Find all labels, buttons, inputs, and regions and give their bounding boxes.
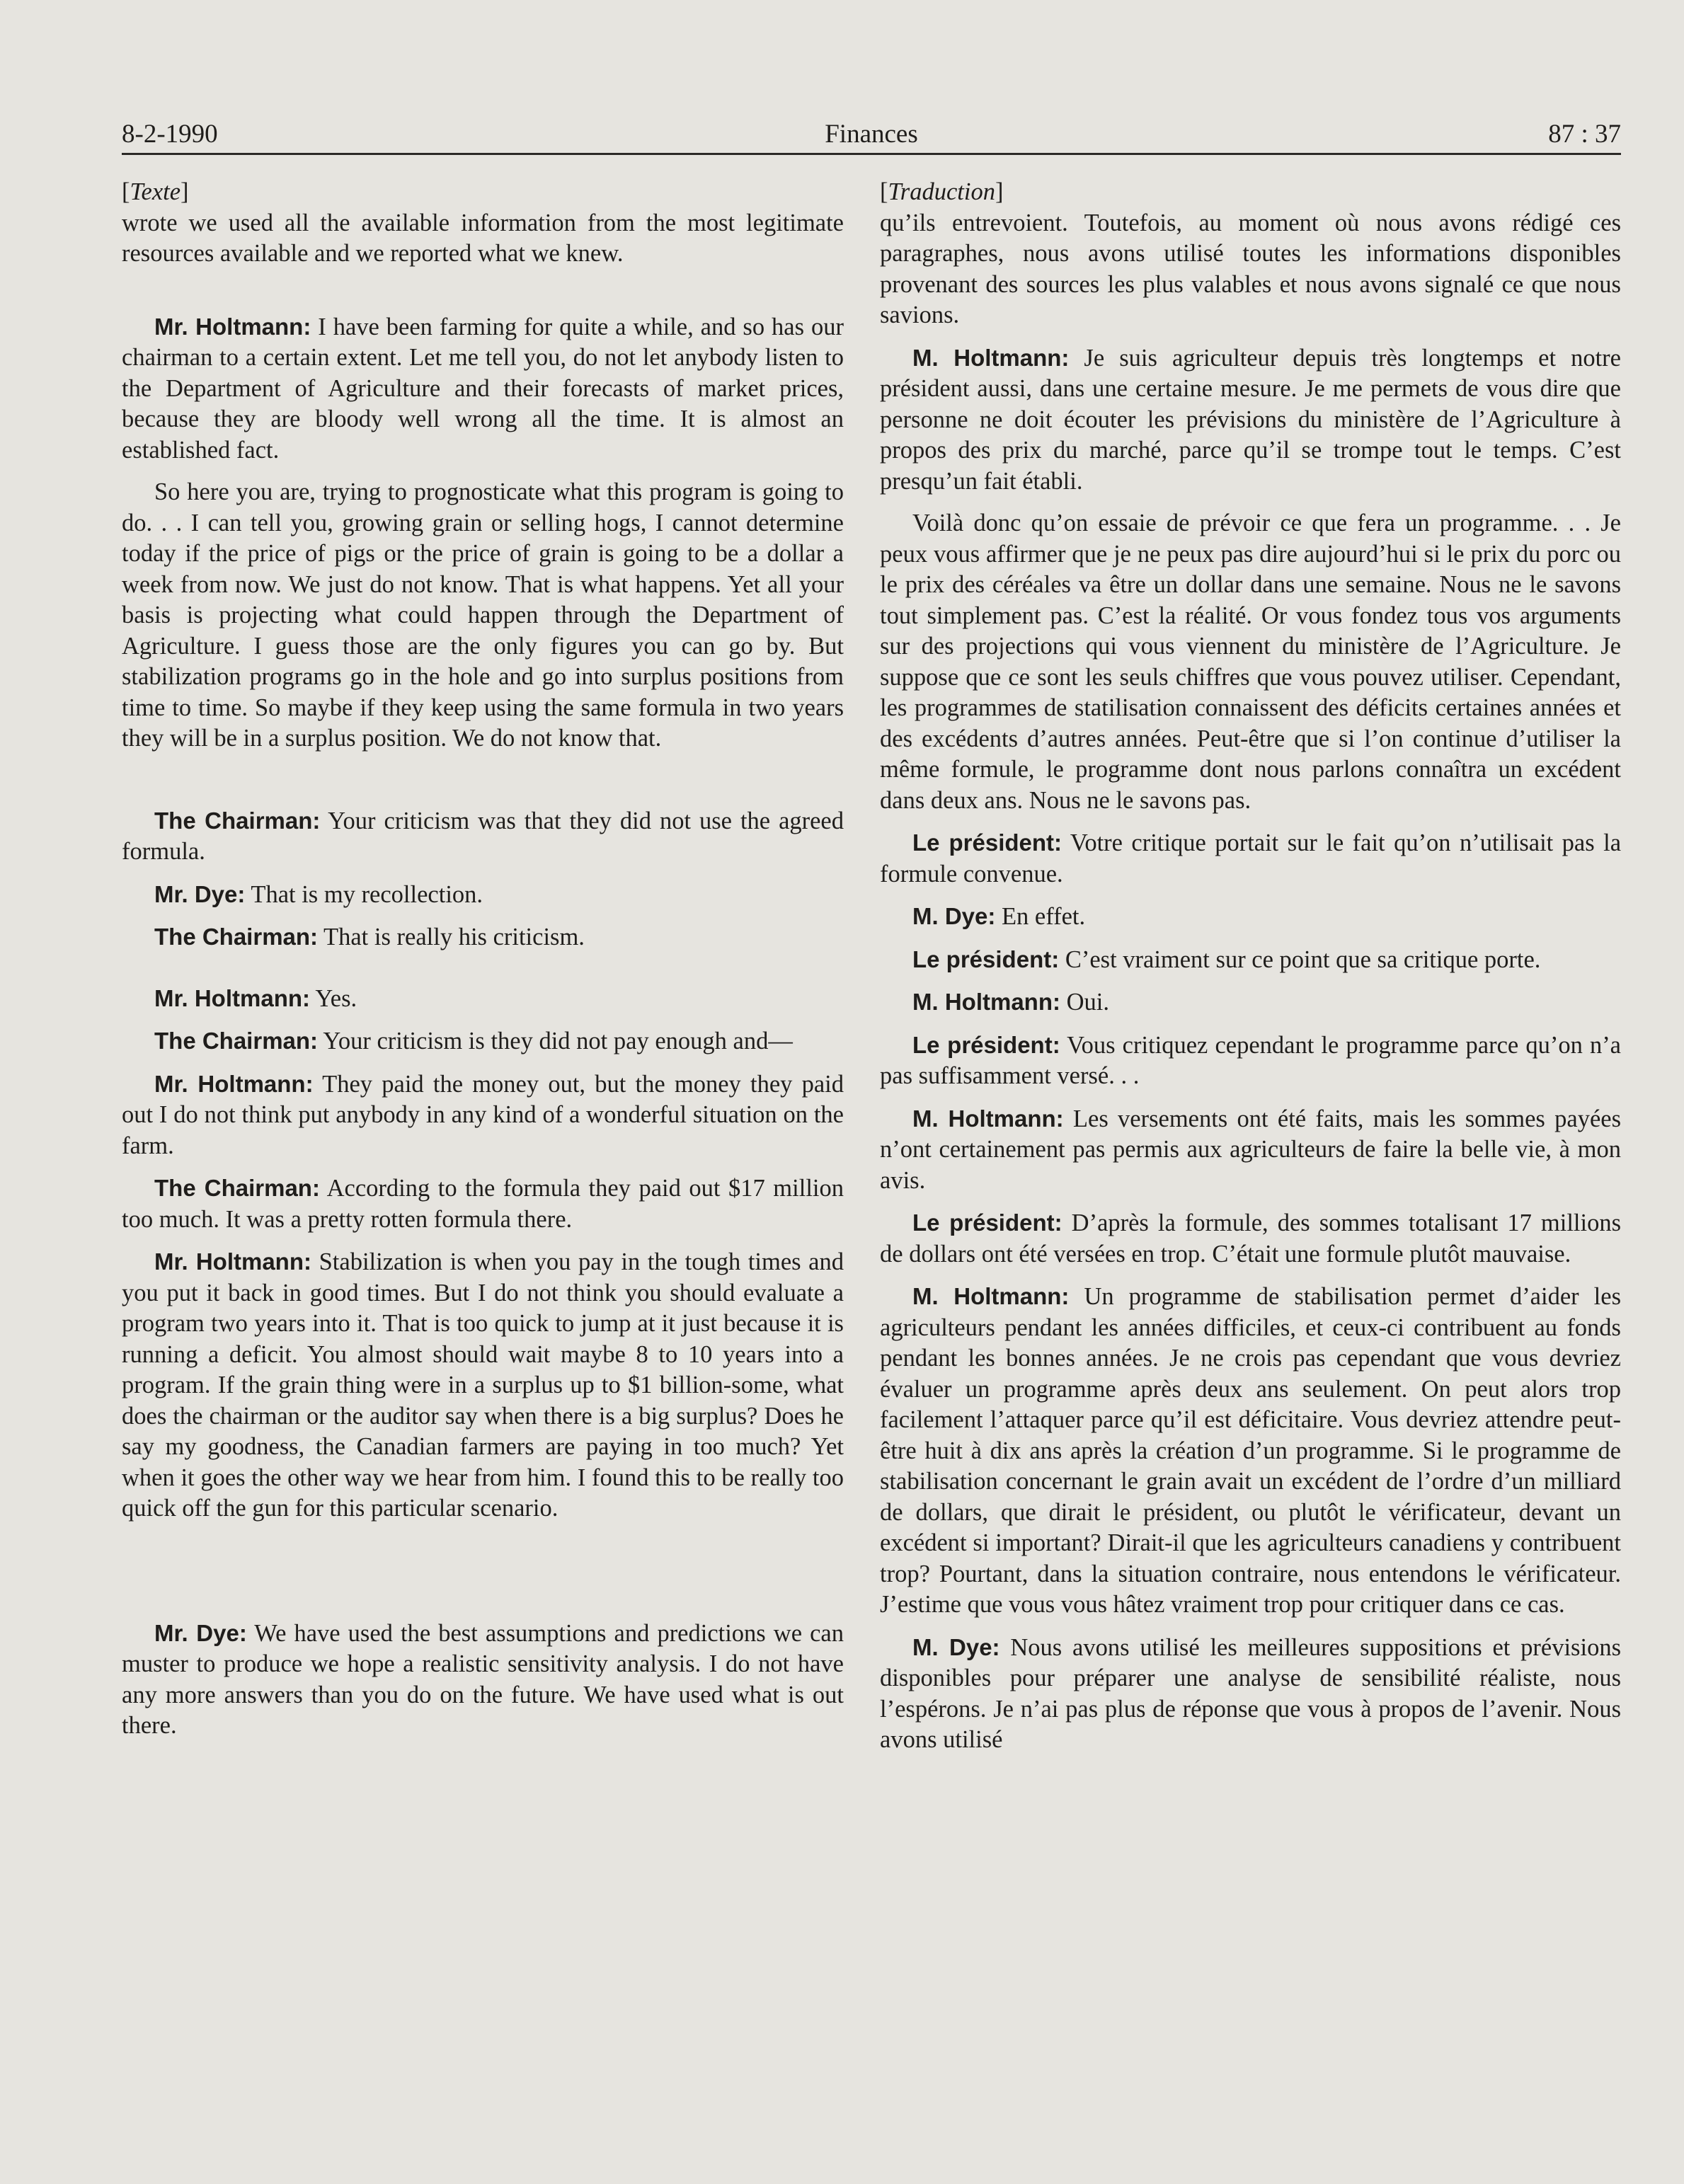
paragraph: M. Dye: En effet. — [912, 903, 1086, 930]
section-tag-traduction: [Traduction] — [880, 178, 1004, 205]
speaker-name: The Chairman: — [154, 807, 321, 834]
paragraph: M. Holtmann: Je suis agriculteur depuis très longtemps et notre président aussi, dans une certaine mesure. Je me permets de vous dire que personne ne doit écouter les prévisions du ministère de l’Agriculture à propos des prix du marché, parce qu’il se trompe tout le temps. C’est presqu’un fait établi. — [880, 344, 1621, 495]
speaker-name: Le président: — [912, 946, 1060, 972]
paragraph: Le président: D’après la formule, des sommes totalisant 17 millions de dollars ont été versées en trop. C’était une formule plutôt mauvaise. — [880, 1209, 1621, 1268]
speaker-name: Mr. Dye: — [154, 880, 246, 907]
speaker-name: M. Holtmann: — [912, 1105, 1064, 1132]
speaker-name: M. Holtmann: — [912, 1283, 1070, 1309]
paragraph: Mr. Holtmann: They paid the money out, but the money they paid out I do not think put anybody in any kind of a wonderful situation on the farm. — [122, 1070, 844, 1159]
speaker-name: The Chairman: — [154, 1028, 319, 1054]
speaker-name: Mr. Holtmann: — [154, 313, 311, 340]
paragraph: Le président: Vous critiquez cependant le programme parce qu’on n’a pas suffisamment versé. . . — [880, 1031, 1621, 1089]
paragraph: Le président: C’est vraiment sur ce point que sa critique porte. — [912, 946, 1541, 973]
paragraph: Mr. Dye: That is my recollection. — [154, 880, 483, 908]
header-date: 8-2-1990 — [122, 120, 218, 149]
paragraph: The Chairman: According to the formula they paid out $17 million too much. It was a pretty rotten formula there. — [122, 1175, 844, 1233]
header-title: Finances — [825, 120, 918, 149]
paragraph: wrote we used all the available information from the most legitimate resources available and we reported what we knew. — [122, 209, 844, 267]
paragraph: Mr. Holtmann: I have been farming for quite a while, and so has our chairman to a certain extent. Let me tell you, do not let anybody listen to the Department of Agriculture and their forecasts of market prices, because they are bloody well wrong all the time. It is almost an established fact. — [122, 313, 844, 464]
header-page-number: 87 : 37 — [1548, 120, 1621, 149]
paragraph: The Chairman: Your criticism was that they did not use the agreed formula. — [122, 807, 844, 865]
page-header — [122, 119, 1621, 157]
header-rule — [122, 153, 1621, 155]
french-column — [880, 177, 1621, 1767]
speaker-name: Le président: — [912, 829, 1062, 856]
paragraph: Le président: Votre critique portait sur le fait qu’on n’utilisait pas la formule convenue. — [880, 829, 1622, 887]
english-column — [122, 177, 844, 1753]
speaker-name: M. Dye: — [912, 1633, 1000, 1660]
speaker-name: Mr. Holtmann: — [154, 1248, 311, 1275]
paragraph: Mr. Dye: We have used the best assumptions and predictions we can muster to produce we hope a realistic sensitivity analysis. I do not have any more answers than you do on the future. We have used what is out there. — [122, 1619, 844, 1739]
speaker-name: The Chairman: — [154, 924, 319, 950]
speaker-name: Le président: — [912, 1209, 1062, 1236]
paragraph: The Chairman: Your criticism is they did not pay enough and— — [154, 1028, 793, 1054]
speaker-name: Mr. Dye: — [154, 1619, 247, 1646]
speaker-name: M. Dye: — [912, 903, 996, 929]
speaker-name: Mr. Holtmann: — [154, 1070, 314, 1097]
paragraph: Mr. Holtmann: Yes. — [154, 984, 357, 1012]
speaker-name: M. Holtmann: — [912, 989, 1060, 1015]
paragraph: M. Dye: Nous avons utilisé les meilleures suppositions et prévisions disponibles pour préparer une analyse de sensibilité réaliste, nous l’espérons. Je n’ai pas plus de réponse que vous à propos de l’avenir. Nous avons utilisé — [880, 1633, 1621, 1753]
paragraph: Voilà donc qu’on essaie de prévoir ce que fera un programme. . . Je peux vous affirmer que je ne peux pas dire aujourd’hui si le prix du porc ou le prix des céréales va être un dollar dans une semaine. Nous ne le savons tout simplement pas. C’est la réalité. Or vous fondez tous vos arguments sur des projections qui vous viennent du ministère de l’Agriculture. Je suppose que ce sont les seuls chiffres que vous pouvez utiliser. Cependant, les programmes de statilisation connaissent des déficits certaines années et des excédents d’autres années. Peut-être que si l’on continue d’utiliser la même formule, le programme dont nous parlons connaîtra un excédent dans deux ans. Nous ne le savons pas. — [880, 510, 1621, 814]
paragraph: qu’ils entrevoient. Toutefois, au moment où nous avons rédigé ces paragraphes, nous avons utilisé toutes les informations disponibles provenant des sources les plus valables et nous avons signalé ce que nous savions. — [880, 209, 1621, 328]
section-tag-texte: [Texte] — [122, 178, 189, 205]
paragraph: M. Holtmann: Oui. — [912, 989, 1109, 1016]
speaker-name: Le président: — [912, 1031, 1060, 1058]
paragraph: Mr. Holtmann: Stabilization is when you pay in the tough times and you put it back in good times. But I do not think you should evaluate a program two years into it. That is too quick to jump at it just because it is running a deficit. You almost should wait maybe 8 to 10 years into a program. If the grain thing were in a surplus up to $1 billion-some, what does the chairman or the auditor say when there is a big surplus? Does he say my goodness, the Canadian farmers are paying in too much? Yet when it goes the other way we hear from him. I found this to be really too quick off the gun for this particular scenario. — [122, 1248, 844, 1522]
paragraph: So here you are, trying to prognosticate what this program is going to do. . . I can tell you, growing grain or selling hogs, I cannot determine today if the price of pigs or the price of grain is going to be a dollar a week from now. We just do not know. That is what happens. Yet all your basis is projecting what could happen through the Department of Agriculture. I guess those are the only figures you can go by. But stabilization programs go in the hole and go into surplus positions from time to time. So maybe if they keep using the same formula in two years they will be in a surplus position. We do not know that. — [122, 478, 844, 752]
speaker-name: Mr. Holtmann: — [154, 984, 310, 1011]
paragraph: The Chairman: That is really his criticism. — [154, 924, 585, 950]
speaker-name: M. Holtmann: — [912, 344, 1070, 371]
paragraph: M. Holtmann: Un programme de stabilisation permet d’aider les agriculteurs pendant les années difficiles, et ceux-ci contribuent au fonds pendant les bonnes années. Je ne crois pas cependant que vous devriez évaluer un programme après deux ans seulement. On peut alors trop facilement l’attaquer parce qu’il est déficitaire. Vous devriez attendre peut-être huit à dix ans après la création d’un programme. Si le programme de stabilisation concernant le grain avait un excédent de l’ordre d’un milliard de dollars, que dirait le président, ou plutôt le vérificateur, devant un excédent si important? Dirait-il que les agriculteurs canadiens y contribuent trop? Pourtant, dans la situation contraire, nous entendons le vérificateur. J’estime que vous vous hâtez vraiment trop pour critiquer dans ce cas. — [880, 1283, 1621, 1618]
speaker-name: The Chairman: — [154, 1175, 320, 1201]
paragraph: M. Holtmann: Les versements ont été faits, mais les sommes payées n’ont certainement pas permis aux agriculteurs de faire la belle vie, à mon avis. — [880, 1105, 1621, 1194]
